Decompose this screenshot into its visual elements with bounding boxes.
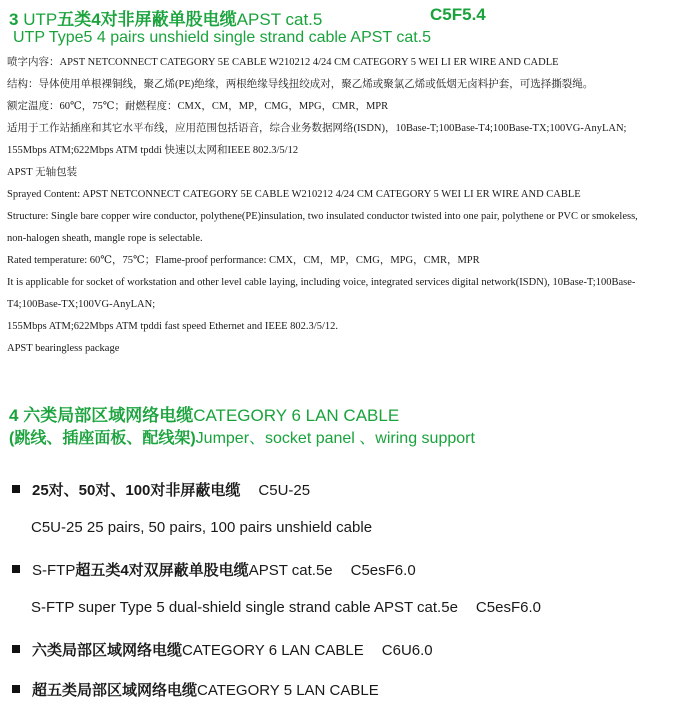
bullet-square-icon <box>12 685 20 693</box>
section3-product-code: C5F5.4 <box>430 5 486 24</box>
package-en: APST bearingless package <box>7 343 120 354</box>
application-cn: 适用于工作站插座和其它水平布线，应用范围包括语音，综合业务数据网络(ISDN)，10Base-T;100Base-T4;100Base-TX;100VG-AnyLAN; <box>7 123 627 134</box>
spray-content-en: Sprayed Content: APST NETCONNECT CATEGORY 5E CABLE W210212 4/24 CM CATEGORY 5 WEI LI ER WIRE AND CABLE <box>7 189 581 200</box>
application-en-cont: T4;100Base-TX;100VG-AnyLAN; <box>7 299 156 310</box>
application-cn-cont: 155Mbps ATM;622Mbps ATM tpddi 快速以太网和IEEE 802.3/5/12 <box>7 145 299 156</box>
list-item-c5u25-en: C5U-25 25 pairs, 50 pairs, 100 pairs unshield cable <box>31 519 373 536</box>
bullet-square-icon <box>12 485 20 493</box>
section4-title: 4 六类局部区域网络电缆CATEGORY 6 LAN CABLE <box>9 406 400 425</box>
list-item-cat5: 超五类局部区域网络电缆CATEGORY 5 LAN CABLE <box>12 679 379 700</box>
rated-temperature-cn: 额定温度：60℃，75℃；耐燃程度：CMX，CM，MP，CMG，MPG，CMR，MPR <box>7 101 389 112</box>
section4-subtitle: (跳线、插座面板、配线架)Jumper、socket panel 、wiring support <box>9 430 475 447</box>
spray-content-cn: 喷字内容：APST NETCONNECT CATEGORY 5E CABLE W210212 4/24 CM CATEGORY 5 WEI LI ER WIRE AND CADLE <box>7 57 559 68</box>
structure-en: Structure: Single bare copper wire conductor, polythene(PE)insulation, two insulated conductor twisted into one pair, polythene or PVC or smokeless, <box>7 211 638 222</box>
bullet-square-icon <box>12 645 20 653</box>
structure-en-cont: non-halogen sheath, mangle rope is selectable. <box>7 233 203 244</box>
list-item-cat6: 六类局部区域网络电缆CATEGORY 6 LAN CABLE C6U6.0 <box>12 639 433 660</box>
bullet-square-icon <box>12 565 20 573</box>
structure-cn: 结构：导体使用单根裸铜线，聚乙烯(PE)绝缘，两根绝缘导线扭绞成对，聚乙烯或聚氯乙烯或低烟无卤料护套，可选择撕裂绳。 <box>7 79 594 90</box>
list-item-c5u25: 25对、50对、100对非屏蔽电缆 C5U-25 <box>12 479 310 500</box>
list-item-sftp-en: S-FTP super Type 5 dual-shield single strand cable APST cat.5e C5esF6.0 <box>31 599 541 616</box>
list-item-sftp: S-FTP超五类4对双屏蔽单股电缆APST cat.5e C5esF6.0 <box>12 559 416 580</box>
package-cn: APST 无轴包装 <box>7 167 78 178</box>
application-en: It is applicable for socket of workstation and other level cable laying, including voice, integrated services digital network(ISDN), 10Base-T;100Base- <box>7 277 636 288</box>
application-en-cont2: 155Mbps ATM;622Mbps ATM tpddi fast speed Ethernet and IEEE 802.3/5/12. <box>7 321 339 332</box>
rated-temperature-en: Rated temperature: 60℃，75℃；Flame-proof performance: CMX，CM，MP，CMG，MPG，CMR，MPR <box>7 255 480 266</box>
section3-subtitle: UTP Type5 4 pairs unshield single strand cable APST cat.5 <box>13 29 432 46</box>
section3-title: 3 UTP五类4对非屏蔽单股电缆APST cat.5 <box>9 10 323 29</box>
